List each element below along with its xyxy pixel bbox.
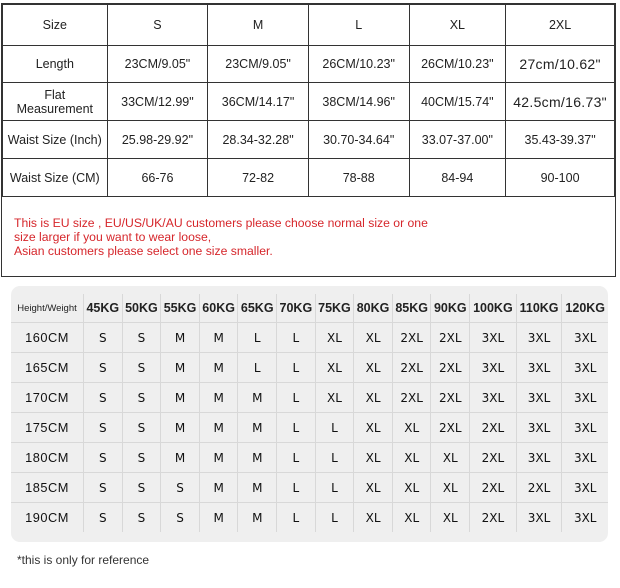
header-size-2xl: 2XL (506, 5, 615, 46)
size-cell: M (238, 383, 277, 413)
size-cell: 3XL (470, 383, 517, 413)
size-cell: M (199, 353, 238, 383)
notice-line-1: This is EU size , EU/US/UK/AU customers please choose normal size or one (14, 216, 428, 230)
height-label: 160CM (11, 323, 84, 353)
size-cell: L (277, 413, 316, 443)
size-cell: 3XL (562, 503, 608, 533)
size-cell: S (122, 323, 161, 353)
size-cell: S (122, 473, 161, 503)
size-cell: M (199, 503, 238, 533)
row-label-flat-measurement (3, 83, 108, 121)
size-cell: XL (354, 353, 393, 383)
size-cell: M (161, 323, 200, 353)
size-cell: 2XL (431, 323, 470, 353)
flat-xl: 40CM/15.74" (409, 83, 506, 121)
size-cell: 3XL (516, 503, 562, 533)
size-cell: L (277, 443, 316, 473)
size-cell: M (161, 353, 200, 383)
size-cell: M (199, 473, 238, 503)
weight-col-header: 100KG (470, 294, 517, 323)
height-label: 185CM (11, 473, 84, 503)
size-cell: XL (354, 443, 393, 473)
size-cell: L (277, 353, 316, 383)
header-size-l: L (308, 5, 409, 46)
flat-m: 36CM/14.17" (208, 83, 309, 121)
notice-line-2: size larger if you want to wear loose, (14, 230, 212, 244)
size-cell: S (84, 413, 123, 443)
row-label-waist-cm: Waist Size (CM) (3, 159, 108, 197)
size-cell: 3XL (470, 323, 517, 353)
weight-col-header: 60KG (199, 294, 238, 323)
size-cell: S (122, 383, 161, 413)
weight-col-header: 80KG (354, 294, 393, 323)
size-cell: 2XL (431, 413, 470, 443)
size-cell: 2XL (470, 473, 517, 503)
header-size-label: Size (3, 5, 108, 46)
flat-2xl: 42.5cm/16.73" (506, 83, 615, 121)
size-cell: M (161, 413, 200, 443)
size-cell: S (161, 473, 200, 503)
size-cell: M (161, 383, 200, 413)
waist-cm-m: 72-82 (208, 159, 309, 197)
size-cell: L (238, 323, 277, 353)
height-row (11, 503, 608, 533)
size-cell: 3XL (562, 383, 608, 413)
size-cell: S (84, 473, 123, 503)
size-cell: XL (354, 323, 393, 353)
waist-inch-m: 28.34-32.28" (208, 121, 309, 159)
row-label-length: Length (3, 46, 108, 83)
height-label: 190CM (11, 503, 84, 533)
size-cell: L (277, 503, 316, 533)
size-cell: L (315, 443, 354, 473)
size-cell: XL (315, 323, 354, 353)
size-cell: XL (315, 353, 354, 383)
size-cell: XL (392, 413, 431, 443)
size-cell: XL (431, 503, 470, 533)
waist-cm-l: 78-88 (308, 159, 409, 197)
size-cell: M (199, 383, 238, 413)
size-cell: XL (354, 413, 393, 443)
height-label: 165CM (11, 353, 84, 383)
notice-line-3: Asian customers please select one size smaller. (14, 244, 273, 258)
size-cell: L (238, 353, 277, 383)
size-cell: 3XL (562, 323, 608, 353)
size-cell: S (122, 443, 161, 473)
weight-col-header: 90KG (431, 294, 470, 323)
size-cell: XL (315, 383, 354, 413)
height-row (11, 473, 608, 503)
flat-l: 38CM/14.96" (308, 83, 409, 121)
size-cell: 3XL (562, 353, 608, 383)
size-notice (14, 216, 474, 258)
size-cell: 2XL (431, 383, 470, 413)
size-cell: L (277, 383, 316, 413)
length-row (3, 46, 615, 83)
size-table-header-row (3, 5, 615, 46)
length-xl: 26CM/10.23" (409, 46, 506, 83)
size-cell: 3XL (516, 413, 562, 443)
flat-s: 33CM/12.99" (107, 83, 208, 121)
height-row (11, 443, 608, 473)
row-label-flat-line1: Flat (44, 87, 66, 102)
size-cell: M (199, 443, 238, 473)
size-cell: M (238, 503, 277, 533)
size-cell: S (84, 323, 123, 353)
size-cell: S (122, 413, 161, 443)
size-cell: 3XL (516, 353, 562, 383)
size-cell: M (161, 443, 200, 473)
waist-cm-row (3, 159, 615, 197)
size-cell: 2XL (470, 443, 517, 473)
length-l: 26CM/10.23" (308, 46, 409, 83)
height-weight-table (11, 294, 608, 532)
size-cell: M (199, 413, 238, 443)
row-label-flat-line2: Measurement (16, 101, 94, 116)
size-cell: S (84, 443, 123, 473)
size-cell: XL (431, 473, 470, 503)
size-cell: M (238, 413, 277, 443)
size-cell: L (315, 473, 354, 503)
header-size-s: S (107, 5, 208, 46)
size-cell: XL (392, 473, 431, 503)
size-cell: 3XL (562, 413, 608, 443)
size-cell: S (84, 503, 123, 533)
weight-col-header: 50KG (122, 294, 161, 323)
size-cell: S (122, 353, 161, 383)
size-cell: S (161, 503, 200, 533)
size-cell: 3XL (470, 353, 517, 383)
size-cell: XL (354, 383, 393, 413)
size-cell: XL (431, 443, 470, 473)
size-cell: XL (392, 503, 431, 533)
waist-cm-s: 66-76 (107, 159, 208, 197)
size-cell: 3XL (562, 473, 608, 503)
size-table (2, 4, 615, 197)
height-weight-chart (11, 286, 608, 542)
weight-col-header: 75KG (315, 294, 354, 323)
waist-inch-s: 25.98-29.92" (107, 121, 208, 159)
waist-cm-xl: 84-94 (409, 159, 506, 197)
waist-cm-2xl: 90-100 (506, 159, 615, 197)
height-row (11, 383, 608, 413)
size-cell: 2XL (392, 323, 431, 353)
size-cell: L (277, 323, 316, 353)
size-cell: S (84, 383, 123, 413)
height-row (11, 323, 608, 353)
height-label: 170CM (11, 383, 84, 413)
waist-inch-xl: 33.07-37.00" (409, 121, 506, 159)
length-s: 23CM/9.05" (107, 46, 208, 83)
size-cell: XL (354, 503, 393, 533)
weight-col-header: 45KG (84, 294, 123, 323)
size-cell: XL (392, 443, 431, 473)
header-size-xl: XL (409, 5, 506, 46)
size-cell: 2XL (516, 473, 562, 503)
length-m: 23CM/9.05" (208, 46, 309, 83)
size-cell: L (277, 473, 316, 503)
size-cell: 2XL (470, 503, 517, 533)
size-table-frame (1, 3, 616, 277)
weight-col-header: 70KG (277, 294, 316, 323)
waist-inch-2xl: 35.43-39.37" (506, 121, 615, 159)
size-cell: L (315, 413, 354, 443)
size-cell: 2XL (392, 353, 431, 383)
size-cell: 3XL (516, 443, 562, 473)
weight-col-header: 110KG (516, 294, 562, 323)
length-2xl: 27cm/10.62" (506, 46, 615, 83)
size-cell: M (238, 473, 277, 503)
height-label: 175CM (11, 413, 84, 443)
waist-inch-l: 30.70-34.64" (308, 121, 409, 159)
size-cell: L (315, 503, 354, 533)
size-cell: XL (354, 473, 393, 503)
size-cell: M (199, 323, 238, 353)
height-row (11, 413, 608, 443)
waist-inch-row (3, 121, 615, 159)
weight-col-header: 85KG (392, 294, 431, 323)
weight-col-header: 120KG (562, 294, 608, 323)
size-cell: 2XL (470, 413, 517, 443)
size-cell: 3XL (562, 443, 608, 473)
row-label-waist-inch: Waist Size (Inch) (3, 121, 108, 159)
size-cell: M (238, 443, 277, 473)
reference-footnote: *this is only for reference (17, 553, 150, 567)
flat-measurement-row (3, 83, 615, 121)
weight-col-header: 65KG (238, 294, 277, 323)
size-cell: S (122, 503, 161, 533)
weight-col-header: 55KG (161, 294, 200, 323)
size-cell: 2XL (392, 383, 431, 413)
corner-label: Height/Weight (17, 302, 77, 314)
size-cell: 2XL (431, 353, 470, 383)
size-cell: 3XL (516, 323, 562, 353)
size-cell: S (84, 353, 123, 383)
height-row (11, 353, 608, 383)
header-size-m: M (208, 5, 309, 46)
weight-header-row (11, 294, 608, 323)
height-label: 180CM (11, 443, 84, 473)
size-cell: 3XL (516, 383, 562, 413)
